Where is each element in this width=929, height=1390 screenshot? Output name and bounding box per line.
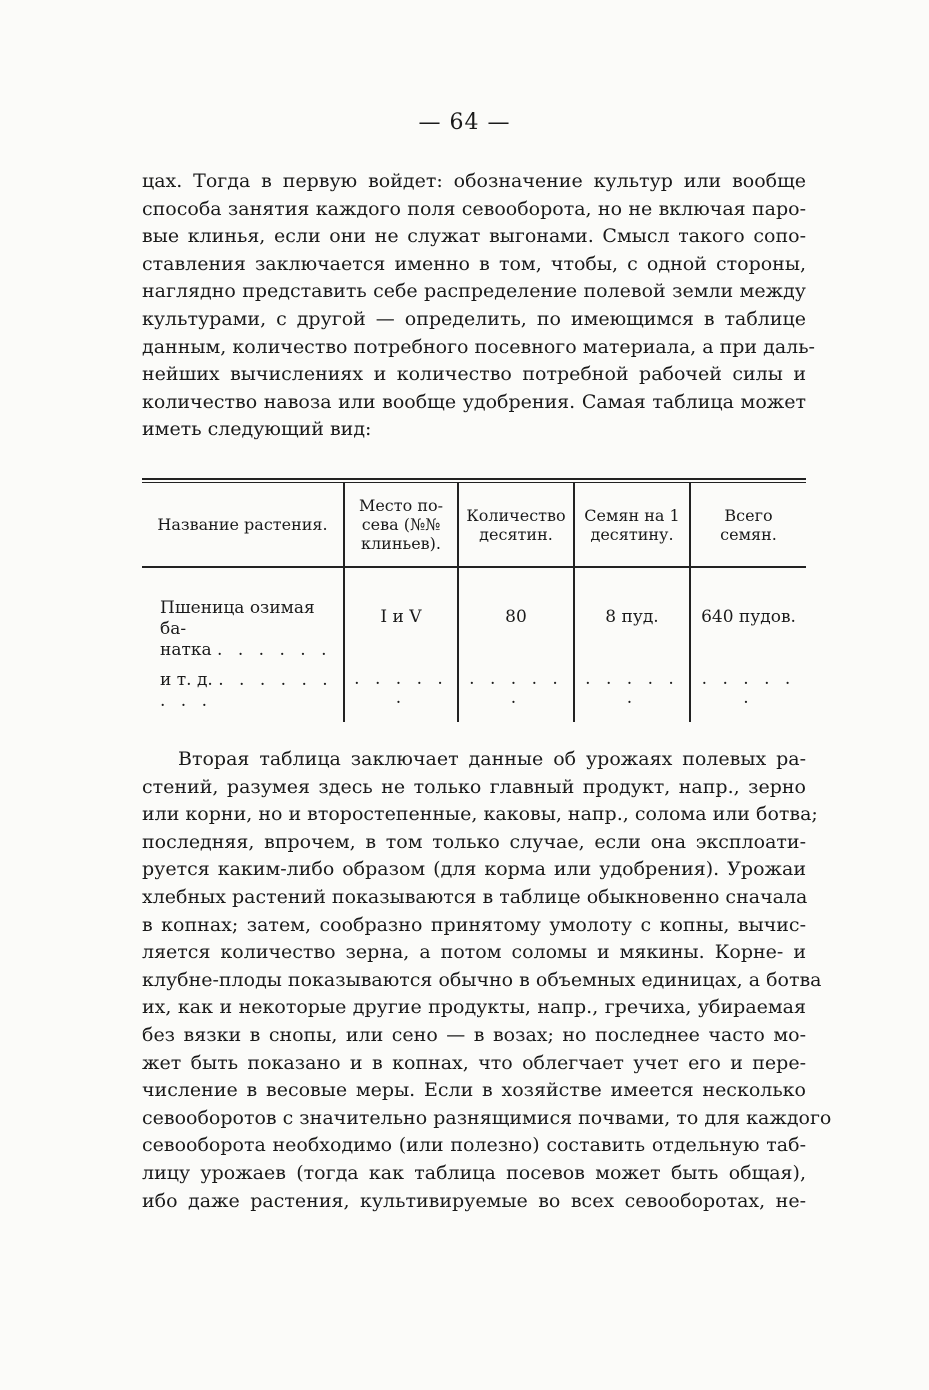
cell-dots: . . . . . .: [574, 666, 690, 722]
text-line: нейших вычислениях и количество потребной рабочей силы и: [142, 363, 806, 386]
text-line: числение в весовые меры. Если в хозяйстве имеется несколько: [142, 1079, 806, 1102]
text-line: лицу урожаев (тогда как таблица посевов может быть общая),: [142, 1161, 806, 1184]
page-number: — 64 —: [418, 110, 511, 135]
etc-label: и т. д.: [160, 670, 213, 690]
header-total-seed: Всего семян.: [690, 483, 806, 567]
table-top-rule: [142, 478, 806, 480]
text-line: ставления заключается именно в том, чтобы, с одной стороны,: [142, 252, 806, 275]
cell-dots: . . . . . .: [458, 666, 574, 722]
text-line: стений, разумея здесь не только главный продукт, напр., зерно: [142, 775, 806, 798]
plant-name-line: натка: [160, 640, 212, 660]
text-line: способа занятия каждого поля севооборота, но не включая паро-: [142, 197, 806, 220]
text-line: вые клинья, если они не служат выгонами. Смысл такого сопо-: [142, 225, 806, 248]
text-line: жет быть показано и в копнах, что облегчает учет его и пере-: [142, 1051, 806, 1074]
text-line: в копнах; затем, сообразно принятому умолоту с копны, вычис-: [142, 913, 806, 936]
text-line: количество навоза или вообще удобрения. Самая таблица может: [142, 390, 806, 413]
text-line: цах. Тогда в первую войдет: обозначение культур или вообще: [142, 170, 806, 192]
header-sowing-place: Место по-сева (№№ клиньев).: [344, 483, 458, 567]
cell-seed-per: 8 пуд.: [574, 567, 690, 666]
cell-total: 640 пудов.: [690, 567, 806, 666]
text-line: иметь следующий вид:: [142, 418, 372, 441]
plant-name-line: Пшеница озимая ба-: [160, 598, 315, 639]
text-line: их, как и некоторые другие продукты, напр., гречиха, убираемая: [142, 996, 806, 1019]
text-line: клубне-плоды показываются обычно в объемных единицах, а ботва: [142, 968, 822, 991]
table-row: [142, 567, 806, 666]
cell-sowing-place: I и V: [344, 567, 458, 666]
header-seed-per-desyatina: Семян на 1 десятину.: [574, 483, 690, 567]
text-line: последняя, впрочем, в том только случае, если она эксплоати-: [142, 830, 806, 853]
paragraph-harvest: [142, 746, 832, 1215]
cell-dots: . . . . . .: [690, 666, 806, 722]
text-line: или корни, но и второстепенные, каковы, напр., солома или ботва;: [142, 803, 818, 826]
cell-plant-name: [142, 666, 344, 722]
text-line: севооборота необходимо (или полезно) составить отдельную таб-: [142, 1134, 806, 1157]
text-line: без вязки в снопы, или сено — в возах; но последнее часто мо-: [142, 1023, 806, 1046]
cell-area: 80: [458, 567, 574, 666]
text-line: Вторая таблица заключает данные об урожаях полевых ра-: [178, 748, 806, 770]
text-line: наглядно представить себе распределение полевой земли между: [142, 280, 806, 303]
text-line: культурами, с другой — определить, по имеющимся в таблице: [142, 307, 806, 330]
text-line: ляется количество зерна, а потом соломы и мякины. Корне- и: [142, 941, 806, 964]
sowing-table: [142, 478, 806, 722]
text-line: севооборотов с значительно разнящимися почвами, то для каждого: [142, 1106, 832, 1129]
cell-dots: . . . . . .: [344, 666, 458, 722]
text-line: руется каким-либо образом (для корма или удобрения). Урожаи: [142, 858, 806, 881]
text-line: хлебных растений показываются в таблице обыкновенно сначала: [142, 885, 808, 908]
cell-plant-name: [142, 567, 344, 666]
header-area: Количество десятин.: [458, 483, 574, 567]
table-header-row: [142, 483, 806, 567]
text-line: ибо даже растения, культивируемые во всех севооборотах, не-: [142, 1189, 806, 1212]
paragraph-intro: [142, 168, 815, 444]
table-row: [142, 666, 806, 722]
header-plant-name: Название растения.: [157, 515, 328, 534]
leader-dots: . . . . . . . . .: [160, 670, 333, 711]
leader-dots: . . . . . .: [217, 640, 332, 660]
text-line: данным, количество потребного посевного материала, а при даль-: [142, 335, 815, 358]
